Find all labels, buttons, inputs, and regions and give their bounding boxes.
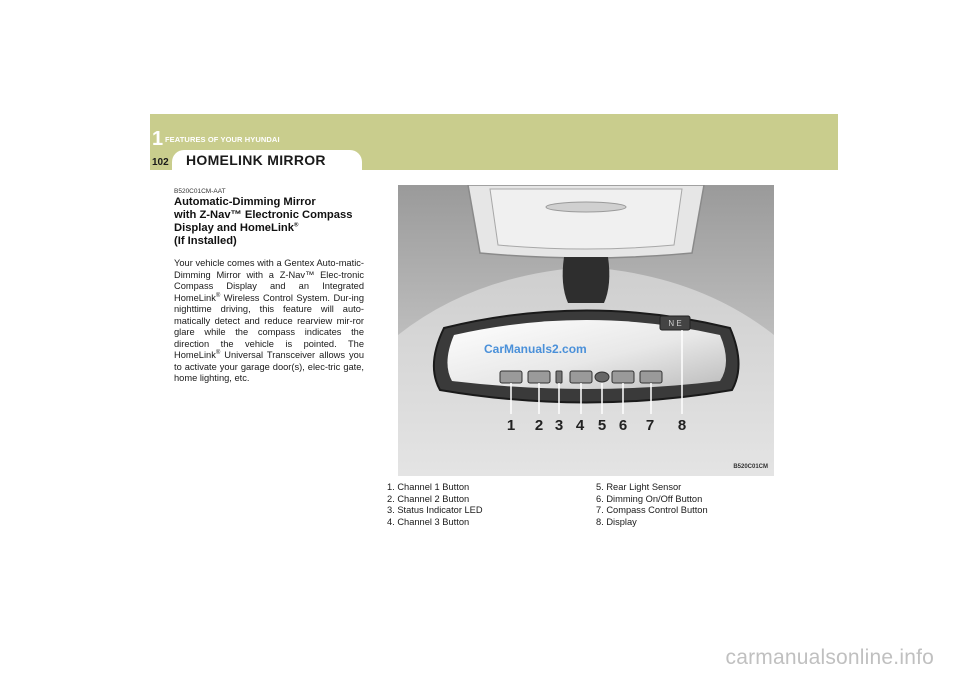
legend-item: 2. Channel 2 Button: [387, 493, 470, 504]
heading-line-3: [174, 222, 374, 235]
svg-text:N E: N E: [668, 319, 682, 328]
section-title: HOMELINK MIRROR: [186, 152, 326, 168]
legend-item: 6. Dimming On/Off Button: [596, 493, 703, 504]
page-number: 102: [152, 157, 169, 168]
callout-1: 1: [506, 417, 516, 434]
callout-5: 5: [597, 417, 607, 434]
body-text-3: Universal Transceiver allows you to activate your garage door(s), elec-tric gate, home lighting, etc.: [174, 350, 364, 383]
legend-item: 5. Rear Light Sensor: [596, 482, 682, 492]
legend-left: [387, 482, 483, 528]
registered-mark: ®: [215, 349, 221, 356]
site-watermark: carmanualsonline.info: [725, 646, 934, 669]
figure-code: B520C01CM: [733, 464, 768, 470]
mirror-drawing: [398, 185, 774, 476]
callout-2: 2: [534, 417, 544, 434]
mirror-illustration: [398, 185, 774, 476]
callout-3: 3: [554, 417, 564, 434]
callout-4: 4: [575, 417, 585, 434]
callout-8: 8: [677, 417, 687, 434]
callout-7: 7: [645, 417, 655, 434]
body-text-1: Your vehicle comes with a Gentex Auto-matic-Dimming Mirror with a Z-Nav™ Elec-tronic Compass Display and an Integrated HomeLink: [174, 258, 364, 303]
heading-line-4: (If Installed): [174, 235, 237, 247]
mirror-watermark: CarManuals2.com: [484, 342, 587, 356]
callout-6: 6: [618, 417, 628, 434]
legend-right: [596, 482, 708, 528]
body-paragraph: [174, 258, 364, 385]
heading-line-3-text: Display and HomeLink: [174, 222, 294, 234]
chapter-title: FEATURES OF YOUR HYUNDAI: [165, 135, 280, 144]
heading-line-1: Automatic-Dimming Mirror: [174, 196, 316, 208]
chapter-number: 1: [152, 128, 164, 150]
registered-mark: ®: [215, 292, 221, 299]
section-heading: [174, 196, 374, 248]
legend-item: 4. Channel 3 Button: [387, 516, 470, 527]
registered-mark: ®: [293, 222, 299, 229]
legend-item: 7. Compass Control Button: [596, 505, 708, 516]
legend-item: 1. Channel 1 Button: [387, 482, 470, 492]
body-text-2: Wireless Control System. Dur-ing nighttime driving, this feature will auto-matically detect and reduce rearview mir-ror glare while the compass indicates the direction the vehicle is pointed. The HomeLink: [174, 292, 364, 360]
legend-item: 3. Status Indicator LED: [387, 505, 483, 516]
legend-item: 8. Display: [596, 516, 637, 527]
heading-line-2: with Z-Nav™ Electronic Compass: [174, 209, 353, 221]
reference-code: B520C01CM-AAT: [174, 188, 226, 195]
